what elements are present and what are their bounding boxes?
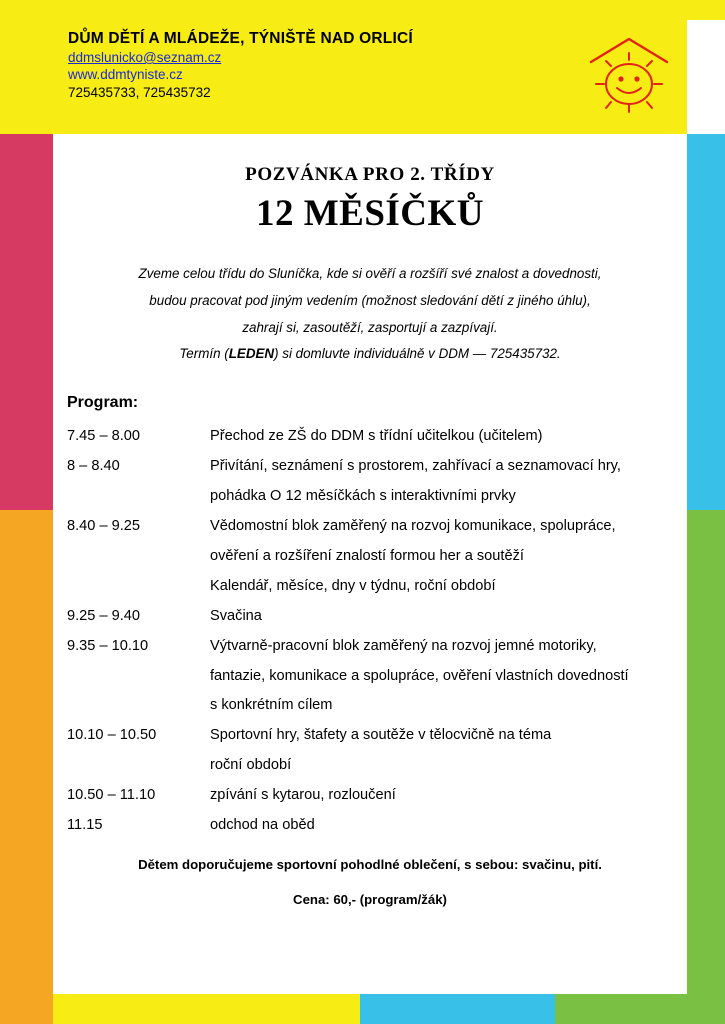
phone-numbers: 725435733, 725435732 — [68, 84, 211, 100]
table-row — [67, 811, 673, 841]
frame-bottom-orange — [0, 994, 53, 1024]
program-description — [210, 721, 673, 781]
program-line: Výtvarně-pracovní blok zaměřený na rozvoj jemné motoriky, — [210, 637, 597, 654]
intro-line-2: budou pracovat pod jiným vedením (možnost sledování dětí z jiného úhlu), — [149, 292, 591, 308]
price-note: Cena: 60,- (program/žák) — [293, 891, 447, 907]
program-time: 10.10 – 10.50 — [67, 727, 157, 744]
clothing-note: Dětem doporučujeme sportovní pohodlné oblečení, s sebou: svačinu, pití. — [138, 856, 602, 872]
intro-term-line — [79, 341, 661, 368]
frame-left-orange — [0, 510, 53, 994]
program-line: Svačina — [210, 607, 262, 624]
program-line: Vědomostní blok zaměřený na rozvoj komunikace, spolupráce, — [210, 517, 616, 534]
program-line: zpívání s kytarou, rozloučení — [210, 787, 396, 804]
sun-face-logo — [583, 36, 675, 114]
email-link[interactable]: ddmslunicko@seznam.cz — [68, 50, 222, 65]
program-description — [210, 422, 673, 452]
organization-title: DŮM DĚTÍ A MLÁDEŽE, TÝNIŠTĚ NAD ORLICÍ — [68, 30, 413, 47]
program-line: Sportovní hry, štafety a soutěže v tělocvičně na téma — [210, 727, 552, 744]
program-line: pohádka O 12 měsíčkách s interaktivními prvky — [210, 488, 516, 505]
program-heading: Program: — [67, 394, 139, 412]
program-line: fantazie, komunikace a spolupráce, ověření vlastních dovedností — [210, 667, 629, 684]
program-description — [210, 632, 673, 722]
program-description — [210, 512, 673, 602]
term-prefix: Termín ( — [179, 346, 229, 362]
table-row — [67, 781, 673, 811]
program-line: Kalendář, měsíce, dny v týdnu, roční období — [210, 577, 496, 594]
program-line: roční období — [210, 757, 292, 774]
frame-bottom-green — [555, 994, 725, 1024]
poster-content — [53, 134, 687, 994]
program-description — [210, 811, 673, 841]
frame-top-yellow — [53, 0, 725, 20]
program-time: 8 – 8.40 — [67, 458, 120, 475]
intro-line-3: zahrají si, zasoutěží, zasportují a zazpívají. — [242, 319, 498, 335]
website-link[interactable]: www.ddmtyniste.cz — [68, 66, 183, 82]
program-line: odchod na oběd — [210, 817, 315, 834]
term-suffix: ) si domluvte individuálně v DDM — 725435732. — [274, 346, 561, 362]
invitation-title: 12 MĚSÍČKŮ — [255, 193, 485, 234]
program-description — [210, 452, 673, 512]
program-time: 9.35 – 10.10 — [67, 637, 149, 654]
table-row — [67, 602, 673, 632]
frame-top-left-yellow — [0, 0, 53, 134]
intro-paragraph — [79, 261, 661, 368]
program-time: 9.25 – 9.40 — [67, 607, 141, 624]
program-line: Přechod ze ZŠ do DDM s třídní učitelkou (učitelem) — [210, 428, 543, 445]
program-description — [210, 781, 673, 811]
program-line: Přivítání, seznámení s prostorem, zahřívací a seznamovací hry, — [210, 458, 621, 475]
frame-bottom-cyan — [360, 994, 555, 1024]
table-row — [67, 422, 673, 452]
header-text-block — [68, 30, 668, 101]
table-row — [67, 721, 673, 781]
frame-right-cyan — [687, 134, 725, 510]
frame-bottom-yellow — [53, 994, 360, 1024]
frame-left-magenta — [0, 134, 53, 510]
program-line: ověření a rozšíření znalostí formou her a soutěží — [210, 547, 524, 564]
program-description — [210, 602, 673, 632]
table-row — [67, 452, 673, 512]
program-time: 7.45 – 8.00 — [67, 428, 141, 445]
program-time: 10.50 – 11.10 — [67, 787, 156, 804]
table-row — [67, 512, 673, 602]
intro-line-1: Zveme celou třídu do Sluníčka, kde si ověří a rozšíří své znalost a dovednosti, — [138, 266, 602, 281]
program-line: s konkrétním cílem — [210, 697, 333, 714]
program-time: 11.15 — [67, 817, 103, 834]
program-time: 8.40 – 9.25 — [67, 517, 141, 534]
table-row — [67, 632, 673, 722]
invitation-subtitle: POZVÁNKA PRO 2. TŘÍDY — [245, 164, 495, 185]
program-table — [67, 422, 673, 841]
term-month: LEDEN — [228, 346, 275, 362]
frame-right-green — [687, 510, 725, 994]
